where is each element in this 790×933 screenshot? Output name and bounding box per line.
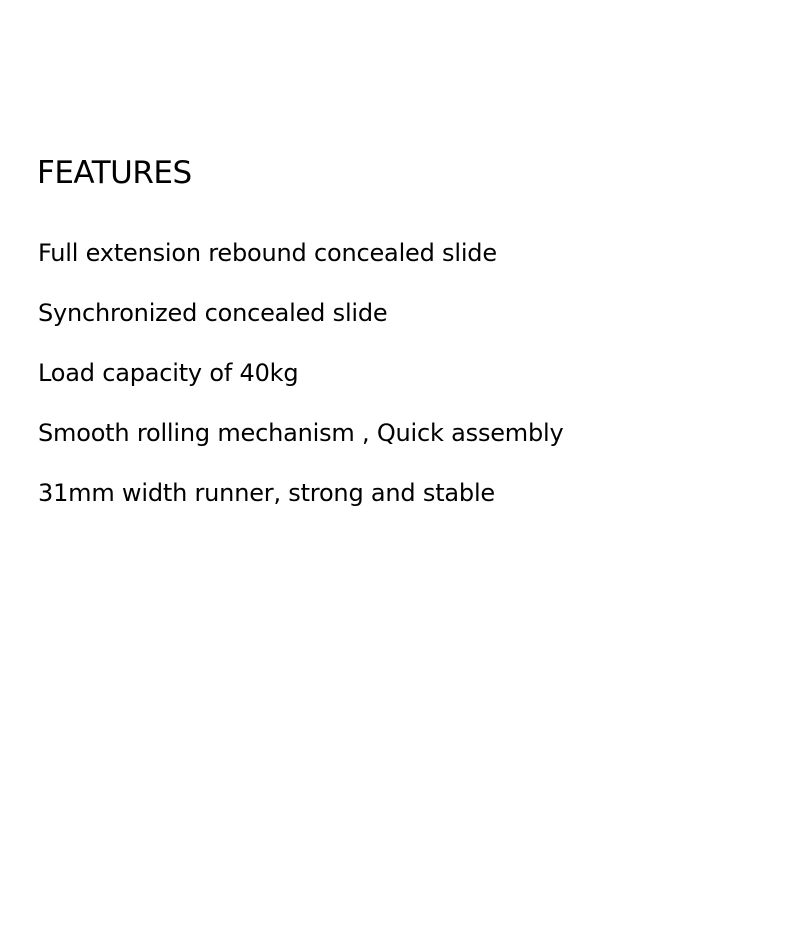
- feature-item: 31mm width runner, strong and stable: [38, 479, 495, 507]
- feature-item: Full extension rebound concealed slide: [38, 239, 497, 267]
- feature-item: Synchronized concealed slide: [38, 299, 388, 327]
- features-list: [38, 235, 564, 535]
- features-heading: FEATURES: [37, 155, 192, 191]
- feature-item: Load capacity of 40kg: [38, 359, 299, 387]
- features-section: [37, 151, 757, 507]
- feature-item: Smooth rolling mechanism , Quick assembly: [38, 419, 564, 447]
